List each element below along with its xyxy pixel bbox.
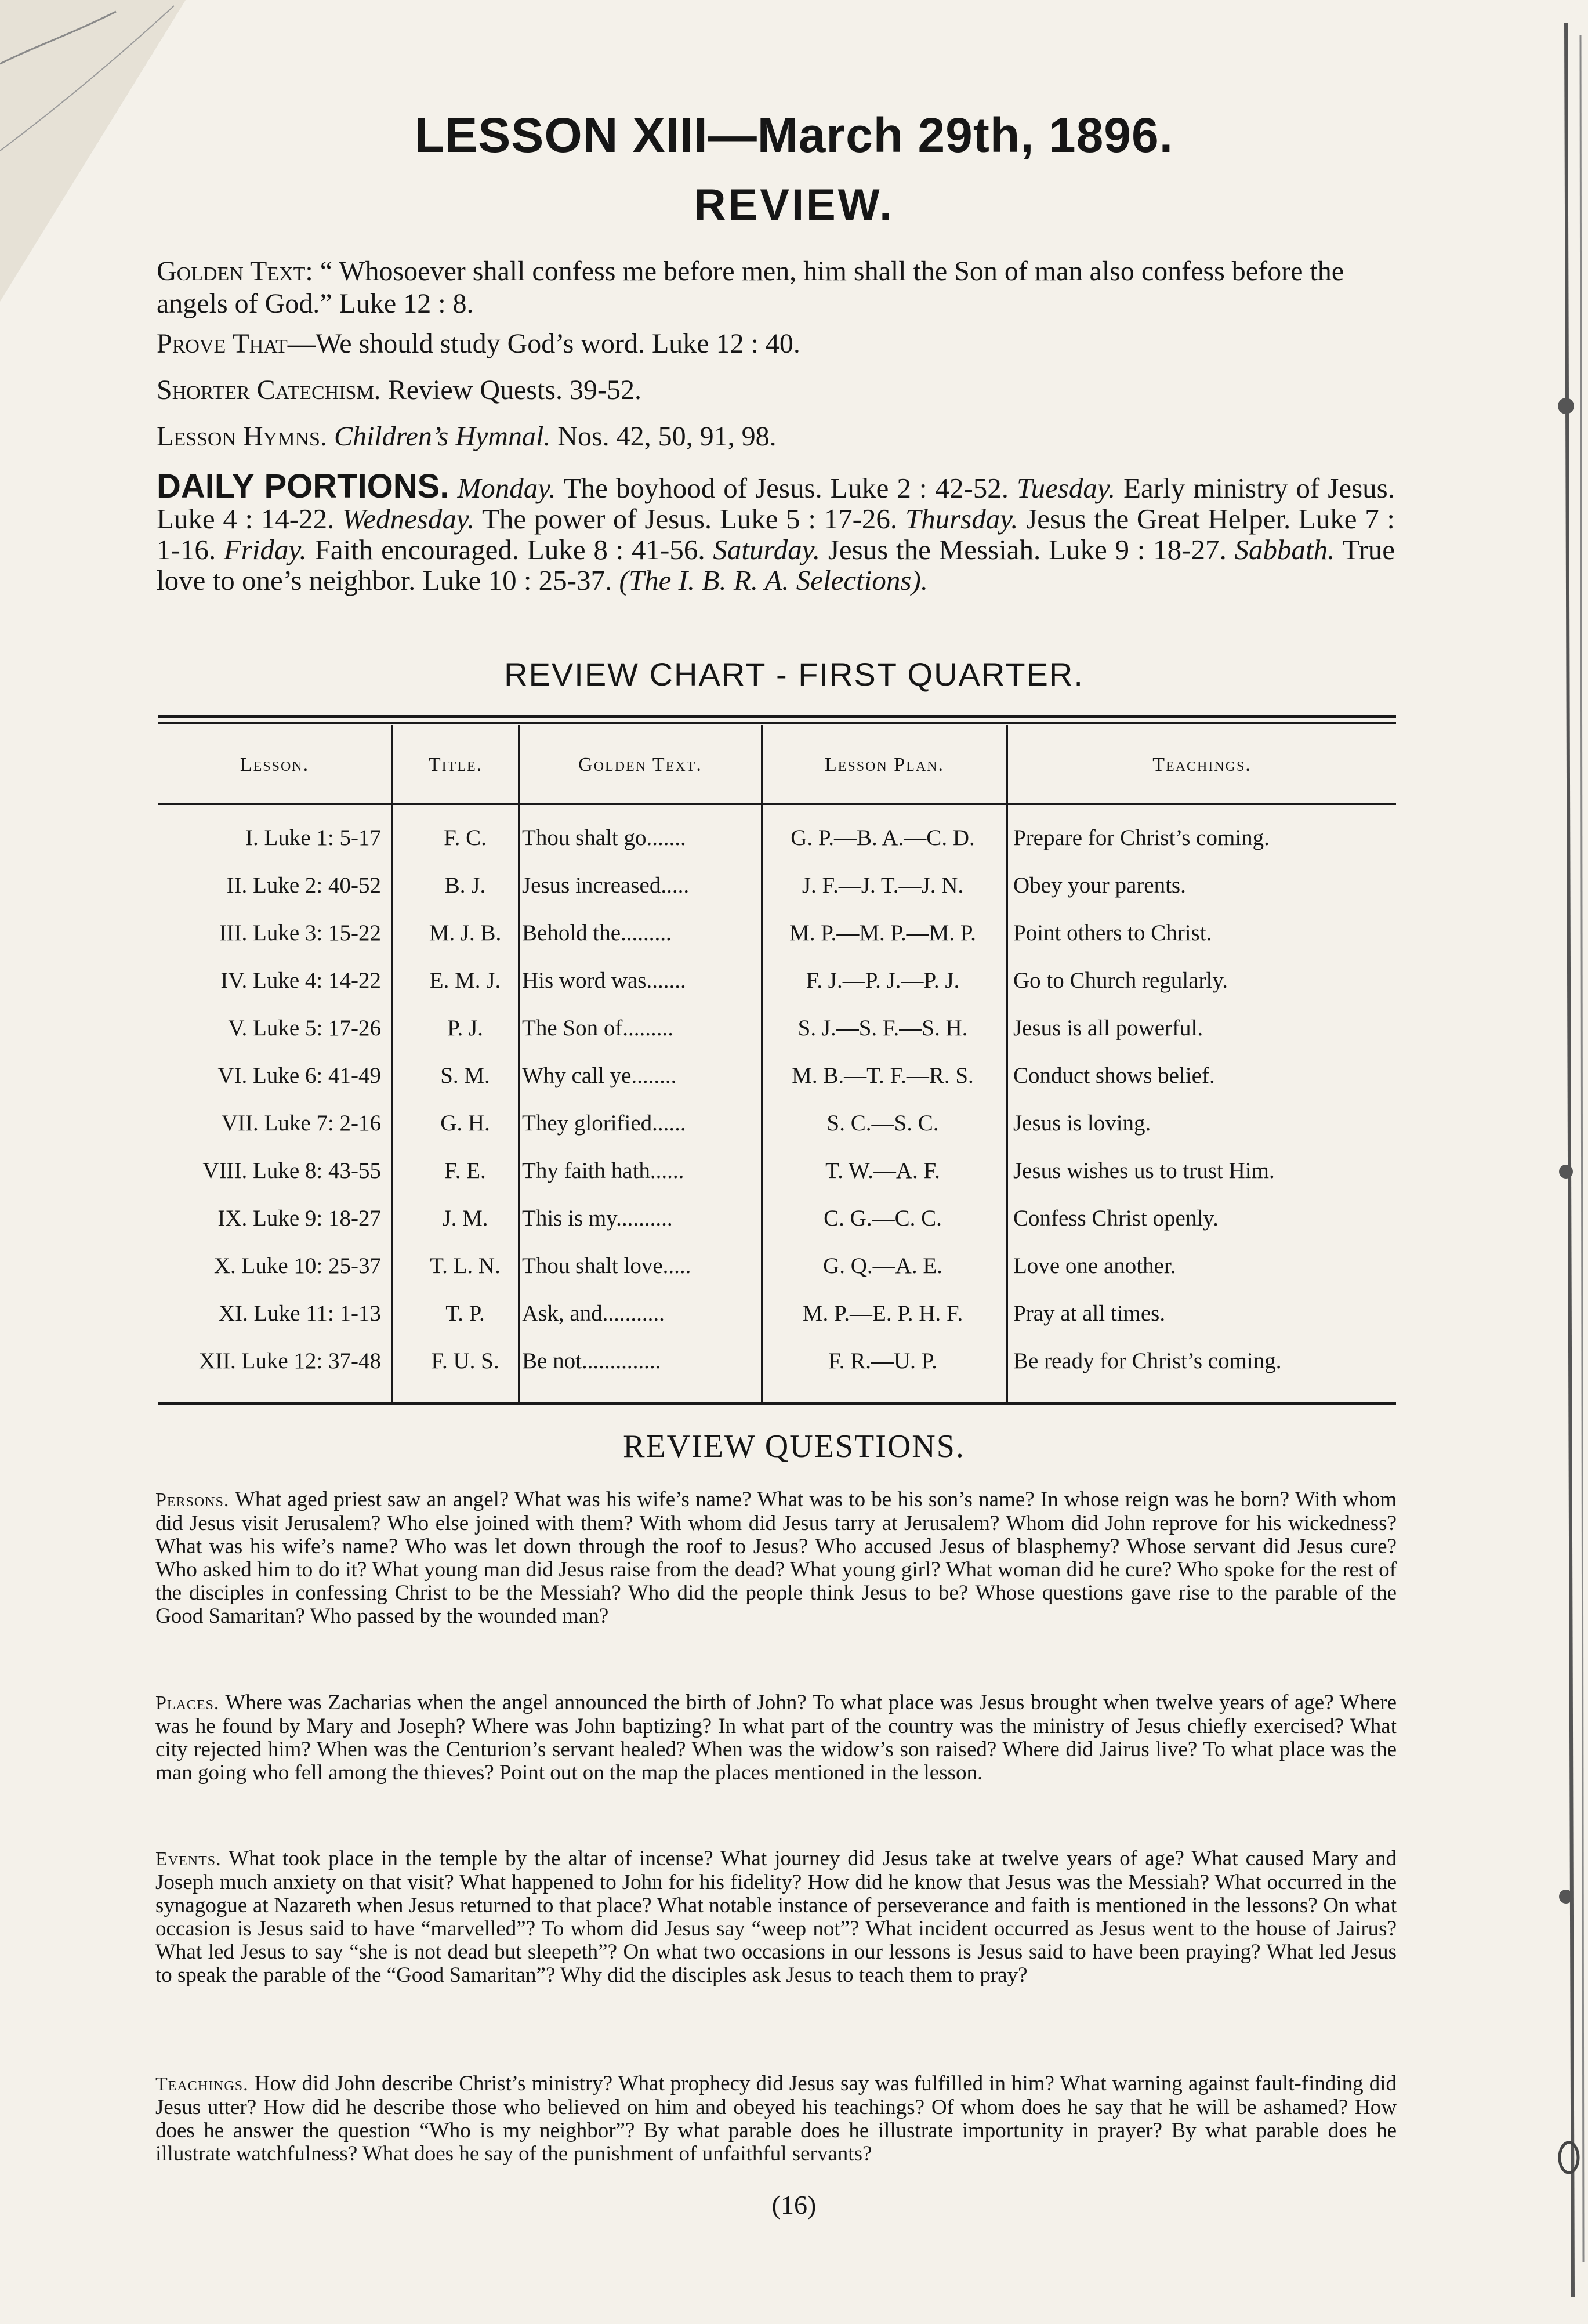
review-heading: REVIEW. bbox=[694, 180, 894, 230]
chart-row bbox=[158, 1205, 1396, 1253]
row-teaching: Obey your parents. bbox=[1013, 873, 1186, 898]
golden-text-body: “ Whosoever shall confess me before men, him shall the Son of man also confess before the angels of God.” Luke 12 : 8. bbox=[157, 256, 1344, 319]
row-title: E. M. J. bbox=[429, 968, 501, 993]
daily-day: Tuesday. bbox=[1016, 472, 1116, 504]
row-golden-text: Ask, and........... bbox=[522, 1301, 665, 1326]
row-golden-text: Thou shalt love..... bbox=[522, 1253, 691, 1278]
row-title: M. J. B. bbox=[429, 920, 502, 945]
chart-rule-top-inner bbox=[158, 722, 1396, 724]
row-teaching: Love one another. bbox=[1013, 1253, 1176, 1278]
prove-that-paragraph bbox=[157, 328, 1404, 360]
row-teaching: Be ready for Christ’s coming. bbox=[1013, 1348, 1282, 1373]
row-golden-text: The Son of......... bbox=[522, 1016, 674, 1040]
row-golden-text: Thou shalt go....... bbox=[522, 825, 686, 850]
row-teaching: Point others to Christ. bbox=[1013, 920, 1212, 945]
row-title: J. M. bbox=[442, 1206, 488, 1231]
chart-rule-header bbox=[158, 803, 1396, 805]
row-lesson: X. Luke 10: 25-37 bbox=[213, 1253, 381, 1278]
chart-header-lesson: Lesson. bbox=[240, 754, 310, 775]
row-lesson: IX. Luke 9: 18-27 bbox=[217, 1206, 381, 1231]
daily-text: Jesus the Messiah. Luke 9 : 18-27. bbox=[828, 534, 1227, 565]
review-chart-title: REVIEW CHART - FIRST QUARTER. bbox=[504, 656, 1084, 693]
row-golden-text: Jesus increased..... bbox=[522, 873, 690, 898]
daily-text: Jesus the Great Helper. Luke 7 : 1-16. bbox=[157, 503, 1395, 565]
lesson-hymns-numbers: Nos. 42, 50, 91, 98. bbox=[557, 421, 777, 452]
questions-persons-body: What aged priest saw an angel? What was his wife’s name? What was to be his son’s name? In whose reign was he born? With whom did Jesus visit Jerusalem? Who else joined with them? With whom did Jesus tarry at Jerusalem? Whom did John reprove for his wickedness? What was his wife’s name? Who was let down through the roof to Jesus? Who accused Jesus of blasphemy? Whose servant did Jesus cure? Who asked him to do it? What young man did Jesus raise from the dead? What young girl? What woman did he cure? Who spoke for the rest of the disciples in confessing Christ to be the Messiah? Who did the people think Jesus to be? Whose questions gave rise to the parable of the Good Samaritan? Who passed by the wounded man? bbox=[155, 1488, 1397, 1628]
chart-row bbox=[158, 1110, 1396, 1158]
questions-teachings bbox=[155, 2072, 1397, 2166]
chart-header-golden-text: Golden Text. bbox=[578, 754, 702, 775]
row-lesson: VII. Luke 7: 2-16 bbox=[221, 1111, 381, 1136]
daily-text: Faith encouraged. Luke 8 : 41-56. bbox=[314, 534, 705, 565]
row-teaching: Go to Church regularly. bbox=[1013, 968, 1228, 993]
chart-row bbox=[158, 1253, 1396, 1300]
row-teaching: Pray at all times. bbox=[1013, 1301, 1166, 1326]
row-teaching: Conduct shows belief. bbox=[1013, 1063, 1215, 1088]
chart-row bbox=[158, 1300, 1396, 1348]
daily-text: Early ministry of Jesus. Luke 4 : 14-22. bbox=[157, 472, 1395, 535]
daily-portions-label: DAILY PORTIONS. bbox=[157, 467, 449, 505]
row-lesson: XI. Luke 11: 1-13 bbox=[218, 1301, 381, 1326]
row-lesson-plan: M. P.—M. P.—M. P. bbox=[789, 920, 976, 945]
row-lesson-plan: G. Q.—A. E. bbox=[823, 1253, 942, 1278]
chart-rule-bottom bbox=[158, 1402, 1396, 1405]
daily-text: The power of Jesus. Luke 5 : 17-26. bbox=[482, 503, 898, 535]
row-lesson: IV. Luke 4: 14-22 bbox=[220, 968, 381, 993]
row-lesson: I. Luke 1: 5-17 bbox=[245, 825, 381, 850]
row-title: B. J. bbox=[444, 873, 486, 898]
daily-text: True love to one’s neighbor. Luke 10 : 25-37. bbox=[157, 534, 1395, 596]
questions-teachings-label: Teachings. bbox=[155, 2073, 249, 2095]
page-number: (16) bbox=[771, 2190, 817, 2220]
row-lesson-plan: M. B.—T. F.—R. S. bbox=[792, 1063, 974, 1088]
chart-rule-top bbox=[158, 715, 1396, 718]
daily-day: Monday. bbox=[457, 472, 556, 504]
chart-row bbox=[158, 1158, 1396, 1205]
row-teaching: Jesus is all powerful. bbox=[1013, 1016, 1203, 1040]
chart-header-lesson-plan: Lesson Plan. bbox=[824, 754, 945, 775]
questions-teachings-body: How did John describe Christ’s ministry? What prophecy did Jesus say was fulfilled in him? What warning against fault-finding did Jesus utter? How did he describe those who believed on him and obeyed his teachings? Of whom does he say that he will be ashamed? How does he answer the question “Who is my neighbor”? By what parable does he illustrate importunity in prayer? By what parable does he illustrate watchfulness? What does he say of the punishment of unfaithful servants? bbox=[155, 2072, 1397, 2166]
row-lesson: V. Luke 5: 17-26 bbox=[228, 1016, 381, 1040]
chart-row bbox=[158, 967, 1396, 1015]
row-teaching: Confess Christ openly. bbox=[1013, 1206, 1219, 1231]
row-lesson-plan: S. J.—S. F.—S. H. bbox=[797, 1016, 968, 1040]
golden-text-label: Golden Text: bbox=[157, 256, 313, 287]
lesson-hymns-paragraph bbox=[157, 420, 1404, 453]
row-lesson-plan: F. R.—U. P. bbox=[828, 1348, 937, 1373]
questions-events bbox=[155, 1847, 1397, 1987]
questions-events-label: Events. bbox=[155, 1848, 222, 1870]
row-lesson-plan: F. J.—P. J.—P. J. bbox=[806, 968, 960, 993]
row-lesson: XII. Luke 12: 37-48 bbox=[198, 1348, 381, 1373]
daily-portions-paragraph bbox=[157, 467, 1395, 596]
row-lesson: II. Luke 2: 40-52 bbox=[226, 873, 381, 898]
row-title: F. C. bbox=[444, 825, 487, 850]
row-lesson-plan: J. F.—J. T.—J. N. bbox=[802, 873, 964, 898]
row-golden-text: Thy faith hath...... bbox=[522, 1158, 684, 1183]
golden-text-paragraph bbox=[157, 255, 1404, 320]
chart-header-teachings: Teachings. bbox=[1152, 754, 1252, 775]
row-golden-text: Why call ye........ bbox=[522, 1063, 677, 1088]
row-lesson: VIII. Luke 8: 43-55 bbox=[202, 1158, 381, 1183]
row-title: T. L. N. bbox=[430, 1253, 501, 1278]
shorter-catechism-label: Shorter Catechism. bbox=[157, 375, 381, 405]
row-teaching: Prepare for Christ’s coming. bbox=[1013, 825, 1270, 850]
chart-row bbox=[158, 1063, 1396, 1110]
shorter-catechism-paragraph bbox=[157, 374, 1404, 407]
shorter-catechism-body: Review Quests. 39-52. bbox=[387, 375, 641, 405]
prove-that-body: We should study God’s word. Luke 12 : 40. bbox=[315, 328, 800, 359]
row-title: G. H. bbox=[440, 1111, 490, 1136]
questions-persons bbox=[155, 1488, 1397, 1628]
row-title: S. M. bbox=[440, 1063, 490, 1088]
row-lesson-plan: M. P.—E. P. H. F. bbox=[802, 1301, 963, 1326]
row-teaching: Jesus wishes us to trust Him. bbox=[1013, 1158, 1275, 1183]
daily-text: The boyhood of Jesus. Luke 2 : 42-52. bbox=[563, 472, 1009, 504]
questions-places bbox=[155, 1691, 1397, 1785]
questions-persons-label: Persons. bbox=[155, 1489, 230, 1511]
chart-header-title: Title. bbox=[428, 754, 483, 775]
questions-events-body: What took place in the temple by the altar of incense? What journey did Jesus take at twelve years of age? What caused Mary and Joseph much anxiety on that visit? What happened to John for his fidelity? How did he know that Jesus was the Messiah? What occurred in the synagogue at Nazareth when Jesus returned to that place? What notable instance of perseverance and faith is mentioned in the lessons? On what occasion is Jesus said to have “marvelled”? To whom did Jesus say “weep not”? What incident occurred as Jesus went to the house of Jairus? What led Jesus to say “she is not dead but sleepeth”? On what two occasions in our lessons is Jesus said to have been praying? What led Jesus to speak the parable of the “Good Samaritan”? Why did the disciples ask Jesus to teach them to pray? bbox=[155, 1847, 1397, 1987]
daily-selections: (The I. B. R. A. Selections). bbox=[619, 564, 929, 596]
row-golden-text: They glorified...... bbox=[522, 1111, 686, 1136]
row-lesson: III. Luke 3: 15-22 bbox=[219, 920, 381, 945]
daily-day: Wednesday. bbox=[342, 503, 475, 535]
chart-row bbox=[158, 872, 1396, 920]
review-questions-title: REVIEW QUESTIONS. bbox=[623, 1429, 965, 1464]
row-title: F. E. bbox=[444, 1158, 486, 1183]
row-lesson-plan: C. G.—C. C. bbox=[824, 1206, 942, 1231]
row-golden-text: Be not.............. bbox=[522, 1348, 661, 1373]
row-title: P. J. bbox=[447, 1016, 483, 1040]
chart-row bbox=[158, 1015, 1396, 1063]
row-title: T. P. bbox=[445, 1301, 485, 1326]
row-golden-text: This is my.......... bbox=[522, 1206, 673, 1231]
daily-day: Thursday. bbox=[905, 503, 1018, 535]
row-title: F. U. S. bbox=[431, 1348, 499, 1373]
row-lesson: VI. Luke 6: 41-49 bbox=[217, 1063, 381, 1088]
row-lesson-plan: S. C.—S. C. bbox=[826, 1111, 939, 1136]
row-lesson-plan: G. P.—B. A.—C. D. bbox=[791, 825, 975, 850]
row-golden-text: His word was....... bbox=[522, 968, 686, 993]
prove-that-label: Prove That— bbox=[157, 328, 316, 359]
lesson-hymns-book: Children’s Hymnal. bbox=[333, 421, 551, 452]
daily-day: Sabbath. bbox=[1234, 534, 1335, 565]
chart-row bbox=[158, 1348, 1396, 1395]
row-golden-text: Behold the......... bbox=[522, 920, 672, 945]
row-lesson-plan: T. W.—A. F. bbox=[825, 1158, 940, 1183]
questions-places-body: Where was Zacharias when the angel announced the birth of John? To what place was Jesus brought when twelve years of age? Where was he found by Mary and Joseph? Where was John baptizing? In what part of the country was the ministry of Jesus chiefly exercised? What city rejected him? When was the Centurion’s servant healed? When was the widow’s son raised? Where did Jairus live? To what place was the man going who fell among the thieves? Point out on the map the places mentioned in the lesson. bbox=[155, 1691, 1397, 1785]
daily-day: Saturday. bbox=[713, 534, 821, 565]
chart-row bbox=[158, 920, 1396, 967]
daily-day: Friday. bbox=[223, 534, 307, 565]
lesson-hymns-label: Lesson Hymns. bbox=[157, 421, 327, 452]
questions-places-label: Places. bbox=[155, 1692, 220, 1714]
lesson-title: LESSON XIII—March 29th, 1896. bbox=[414, 108, 1174, 162]
chart-row bbox=[158, 825, 1396, 872]
row-teaching: Jesus is loving. bbox=[1013, 1111, 1151, 1136]
